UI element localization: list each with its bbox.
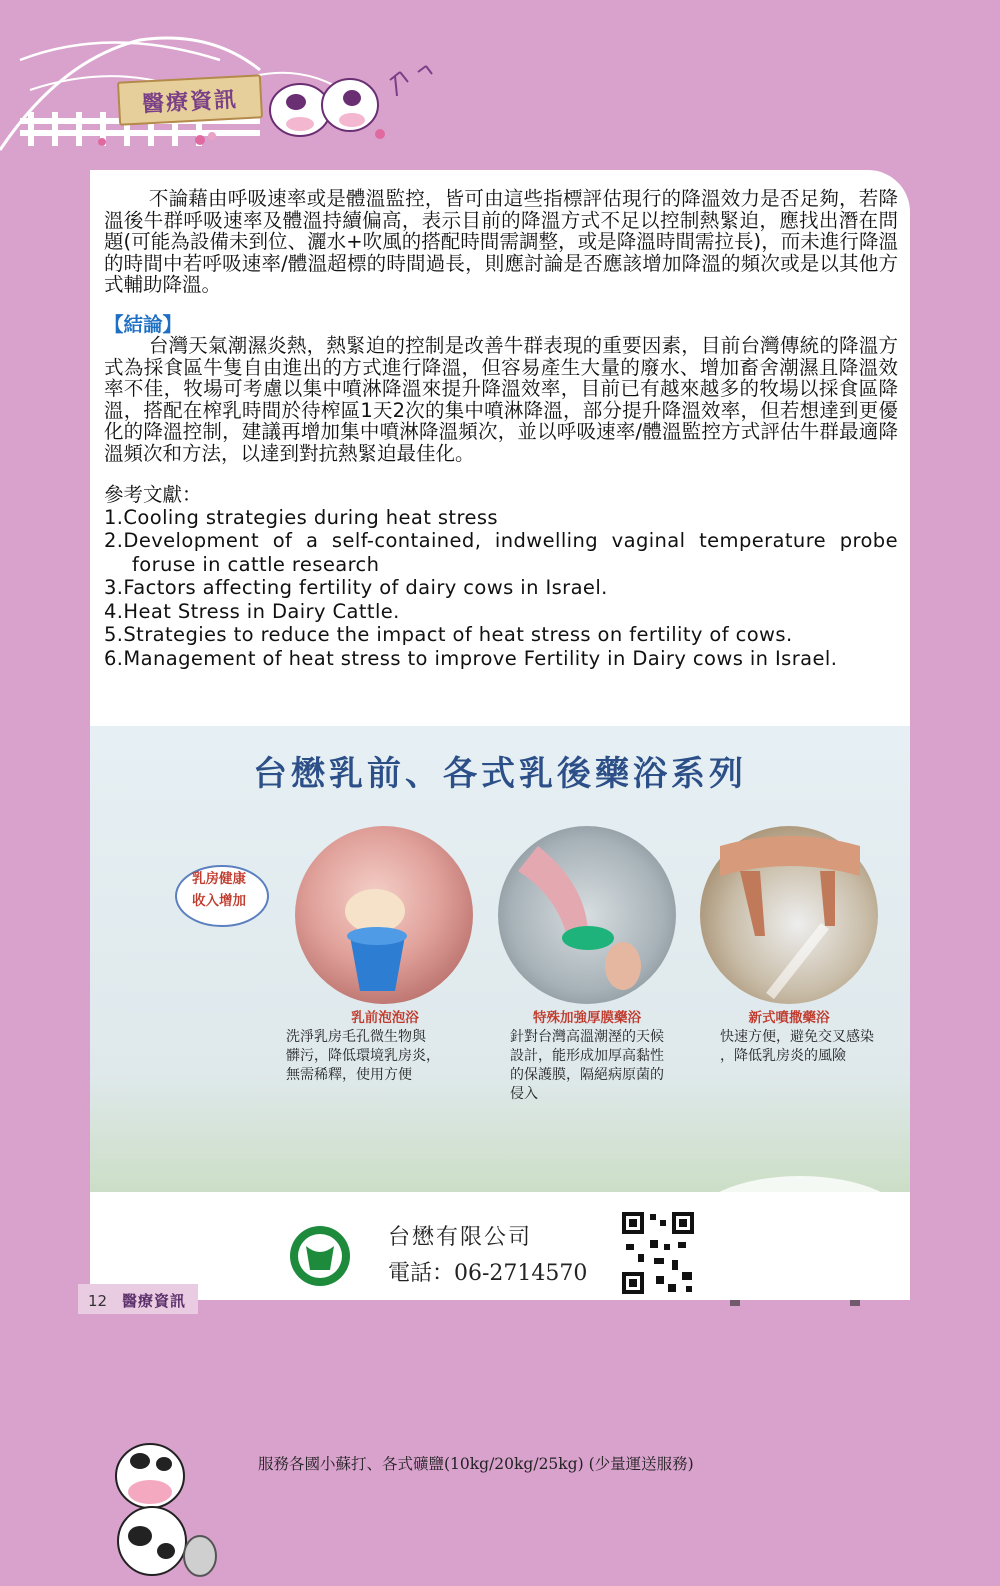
- ad-title: 台懋乳前、各式乳後藥浴系列: [253, 754, 747, 794]
- conclusion-heading: 【結論】: [104, 312, 183, 336]
- header-decoration: [0, 0, 470, 165]
- reference-item: 6.Management of heat stress to improve Fertility in Dairy cows in Israel.: [104, 646, 838, 670]
- page-footer: [78, 1284, 288, 1318]
- product-name-3: 新式噴撒藥浴: [748, 1010, 830, 1026]
- desc-line: 快速方便，避免交叉感染: [720, 1029, 874, 1045]
- desc-line: 髒污，降低環境乳房炎，: [286, 1048, 440, 1064]
- reference-item-continued: foruse in cattle research: [132, 552, 380, 576]
- product-photo-2: [498, 826, 676, 1004]
- paragraph-2: 台灣天氣潮濕炎熱，熱緊迫的控制是改善牛群表現的重要因素，目前台灣傳統的降溫方式為採食區牛隻自由進出的方式進行降溫，但容易產生大量的廢水、增加畜舍潮濕且降溫效率不佳，牧場可考慮以集中噴淋降溫來提升降溫效率，目前已有越來越多的牧場以採食區降溫，搭配在榨乳時間於待榨區1天2次的集中噴淋降溫，部分提升降溫效率，但若想達到更優化的降溫控制，建議再增加集中噴淋降溫頻次，並以呼吸速率/體溫監控方式評估牛群最適降溫頻次和方法，以達到對抗熱緊迫最佳化。: [104, 334, 898, 465]
- product-photo-3: [700, 826, 878, 1004]
- reference-item: 5.Strategies to reduce the impact of heat stress on fertility of cows.: [104, 623, 793, 646]
- cartoon-cow-icon: [100, 1416, 220, 1586]
- reference-item: 2.Development of a self-contained, indwelling vaginal temperature probe: [104, 529, 898, 552]
- company-logo-icon: [288, 1224, 352, 1288]
- section-tag: [117, 74, 263, 125]
- footer-section: 醫療資訊: [122, 1292, 187, 1310]
- qr-code-icon: [620, 1210, 696, 1296]
- desc-line: 的保護膜，隔絕病原菌的: [510, 1067, 664, 1083]
- desc-line: 設計，能形成加厚高黏性: [510, 1048, 664, 1064]
- product-photo-1: [295, 826, 473, 1004]
- company-phone: 電話：06-2714570: [388, 1261, 588, 1286]
- bubble-line: 收入增加: [192, 893, 246, 909]
- service-text: 服務各國小蘇打、各式礦鹽(10kg/20kg/25kg) (少量運送服務): [258, 1455, 694, 1473]
- article-text: [104, 188, 898, 670]
- desc-line: 針對台灣高溫潮溼的天候: [510, 1029, 664, 1045]
- page-number: 12: [88, 1292, 108, 1310]
- bubble-text: [184, 868, 254, 912]
- bubble-line: 乳房健康: [192, 871, 246, 887]
- company-name: 台懋有限公司: [388, 1225, 533, 1250]
- paragraph-1: 不論藉由呼吸速率或是體溫監控，皆可由這些指標評估現行的降溫效力是否足夠，若降溫後牛群呼吸速率及體溫持續偏高，表示目前的降溫方式不足以控制熱緊迫，應找出潛在問題(可能為設備未到位、灑水+吹風的搭配時間需調整，或是降溫時間需拉長)，而未進行降溫的時間中若呼吸速率/體溫超標的時間過長，則應討論是否應該增加降溫的頻次或是以其他方式輔助降溫。: [104, 187, 898, 296]
- product-desc-1: [286, 1028, 440, 1085]
- section-tag-label: 醫療資訊: [141, 87, 239, 117]
- reference-item: 3.Factors affecting fertility of dairy cows in Israel.: [104, 576, 608, 599]
- desc-line: 洗淨乳房毛孔微生物與: [286, 1029, 426, 1045]
- desc-line: ，降低乳房炎的風險: [720, 1048, 846, 1064]
- reference-item: 1.Cooling strategies during heat stress: [104, 505, 498, 529]
- reference-item: 4.Heat Stress in Dairy Cattle.: [104, 599, 400, 623]
- references-list: [104, 506, 898, 671]
- product-desc-2: [510, 1028, 664, 1104]
- product-desc-3: [720, 1028, 874, 1066]
- product-name-2: 特殊加強厚膜藥浴: [533, 1010, 641, 1026]
- desc-line: 無需稀釋，使用方便: [286, 1067, 412, 1083]
- references-title: 參考文獻：: [104, 483, 202, 506]
- product-name-1: 乳前泡泡浴: [351, 1010, 419, 1026]
- desc-line: 侵入: [510, 1086, 538, 1102]
